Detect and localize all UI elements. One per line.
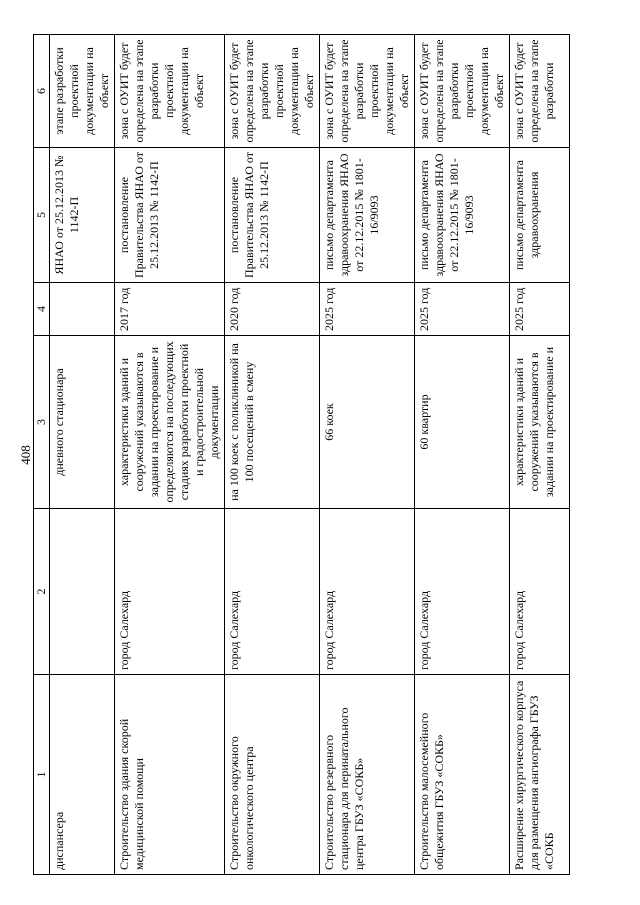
- zone-cell: зона с ОУИТ будет определена на этапе разработки проектной документации на объект: [225, 35, 320, 148]
- column-header: 1: [34, 675, 50, 875]
- basis-document-cell: постановление Правительства ЯНАО от 25.12.2013 № 1142-П: [225, 148, 320, 283]
- basis-document-cell: ЯНАО от 25.12.2013 № 1142-П: [50, 148, 115, 283]
- deadline-cell: 2017 год: [115, 283, 225, 336]
- characteristics-cell: характеристики зданий и сооружений указываются в задании на проектирование и: [510, 336, 570, 509]
- characteristics-cell: дневного стационара: [50, 336, 115, 509]
- object-name-cell: Строительство малосемейного общежития ГБУЗ «СОКБ»: [415, 675, 510, 875]
- zone-cell: зона с ОУИТ будет определена на этапе разработки проектной документации на объект: [415, 35, 510, 148]
- object-name-cell: Расширение хирургического корпуса для размещения ангиографа ГБУЗ «СОКБ: [510, 675, 570, 875]
- table-row: [50, 35, 115, 875]
- planning-table: [33, 34, 570, 875]
- column-header: 5: [34, 148, 50, 283]
- object-name-cell: Строительство окружного онкологического центра: [225, 675, 320, 875]
- object-name-cell: Строительство резервного стационара для перинатального центра ГБУЗ «СОКБ»: [320, 675, 415, 875]
- table-row: [320, 35, 415, 875]
- deadline-cell: 2025 год: [510, 283, 570, 336]
- deadline-cell: 2025 год: [415, 283, 510, 336]
- location-cell: город Салехард: [115, 509, 225, 675]
- table-row: [115, 35, 225, 875]
- location-cell: город Салехард: [415, 509, 510, 675]
- basis-document-cell: письмо департамента здравоохранения ЯНАО от 22.12.2015 № 1801-16/9093: [415, 148, 510, 283]
- basis-document-cell: письмо департамента здравоохранения ЯНАО от 22.12.2015 № 1801-16/9093: [320, 148, 415, 283]
- zone-cell: зона с ОУИТ будет определена на этапе разработки проектной документации на объект: [115, 35, 225, 148]
- basis-document-cell: постановление Правительства ЯНАО от 25.12.2013 № 1142-П: [115, 148, 225, 283]
- deadline-cell: [50, 283, 115, 336]
- table-row: [510, 35, 570, 875]
- basis-document-cell: письмо департамента здравоохранения: [510, 148, 570, 283]
- zone-cell: зона с ОУИТ будет определена на этапе разработки: [510, 35, 570, 148]
- column-header: 4: [34, 283, 50, 336]
- location-cell: город Салехард: [510, 509, 570, 675]
- column-header: 2: [34, 509, 50, 675]
- header-row: [34, 35, 50, 875]
- characteristics-cell: характеристики зданий и сооружений указываются в задании на проектирование и определяются на последующих стадиях разработки проектной и градостроительной документации: [115, 336, 225, 509]
- location-cell: город Салехард: [320, 509, 415, 675]
- characteristics-cell: 60 квартир: [415, 336, 510, 509]
- object-name-cell: Строительство здания скорой медицинской помощи: [115, 675, 225, 875]
- characteristics-cell: на 100 коек с поликлиникой на 100 посещений в смену: [225, 336, 320, 509]
- page-number: 408: [18, 445, 33, 465]
- characteristics-cell: 66 коек: [320, 336, 415, 509]
- location-cell: город Салехард: [225, 509, 320, 675]
- table-row: [415, 35, 510, 875]
- object-name-cell: диспансера: [50, 675, 115, 875]
- column-header: 6: [34, 35, 50, 148]
- table-row: [225, 35, 320, 875]
- deadline-cell: 2020 год: [225, 283, 320, 336]
- zone-cell: зона с ОУИТ будет определена на этапе разработки проектной документации на объект: [320, 35, 415, 148]
- zone-cell: этапе разработки проектной документации на объект: [50, 35, 115, 148]
- column-header: 3: [34, 336, 50, 509]
- location-cell: [50, 509, 115, 675]
- deadline-cell: 2025 год: [320, 283, 415, 336]
